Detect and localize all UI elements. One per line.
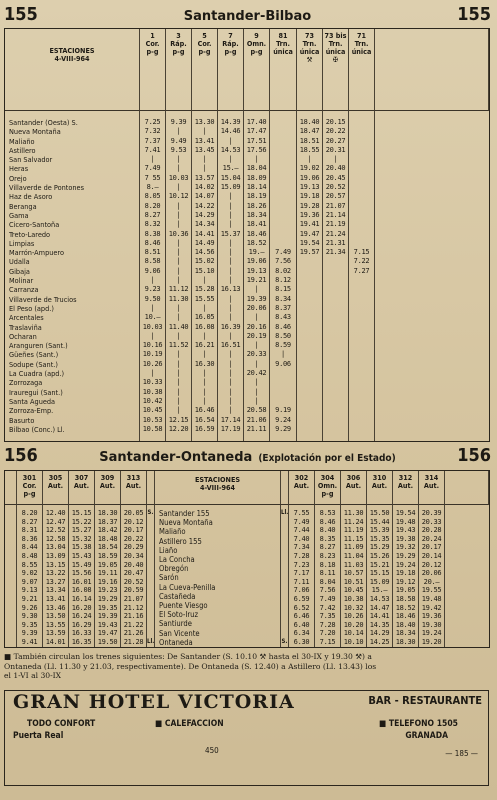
time-column: 20.15 20.22 20.27 20.31 | 20.40 20.45 20.52 20.57 21.07 21.14 21.19 21.24 21.31 21.34 — [323, 111, 349, 441]
column-header: 5 Cor. p-g — [192, 29, 218, 111]
bar-restaurante: BAR - RESTAURANTE — [368, 694, 482, 707]
column-header: 7 Ráp. p-g — [218, 29, 244, 111]
footnote-line: Ontaneda (Ll. 11.30 y 21.03, respectivamente). De Ontaneda (S. 12.40) a Astillero (Ll. 13.43) los — [4, 661, 377, 671]
arrival-departure-marks: Ll. S. — [281, 505, 289, 647]
time-column: 8.53 8.46 8.40 8.35 8.27 8.23 8.18 8.11 8.04 7.56 7.49 7.42 7.35 7.28 7.20 7.15 — [315, 505, 341, 647]
footnote-line: el 1-VI al 30-IX — [4, 671, 62, 680]
ad-phone: ■ TELEFONO 1505 — [379, 719, 458, 729]
column-header: 305 Aut. — [43, 471, 69, 505]
timetable-santander-ontaneda — [4, 470, 490, 648]
column-header-blank — [5, 471, 17, 505]
ad-feature: ■ CALEFACCION — [155, 719, 224, 729]
column-header: 3 Ráp. p-g — [166, 29, 192, 111]
column-header: 73 Trn. única ⚒ — [297, 29, 323, 111]
column-header: 306 Aut. — [341, 471, 367, 505]
column-header-blank — [281, 471, 289, 505]
section-subtitle: (Explotación por el Estado) — [258, 453, 396, 464]
time-column: 8.20 8.27 8.31 8.36 8.44 8.48 8.55 9.02 9.07 9.13 9.21 9.26 9.30 9.35 9.39 9.41 — [17, 505, 43, 647]
column-header: 307 Aut. — [69, 471, 95, 505]
hotel-name: GRAN HOTEL VICTORIA — [13, 691, 295, 713]
blank-column — [375, 111, 489, 441]
time-column: 17.40 17.47 17.51 17.56 | 18.04 18.09 18.14 18.19 18.26 18.34 18.41 18.46 18.52 19.— 19.06 19.13 19.21 | 19.39 20.06 | 20.16 20.19 | 20.33 | 20.42 | | | 20.58 21.06 21.11 — [244, 111, 270, 441]
page-number-right: 155 — [457, 4, 491, 25]
page-number-left: 155 — [4, 4, 38, 25]
time-column: 7.15 7.22 7.27 — [349, 111, 375, 441]
column-header: 73 bis Trn. única ✠ — [323, 29, 349, 111]
arrival-departure-marks: S. Ll. — [147, 505, 155, 647]
time-column: 13.30 | 13.41 13.45 | | 13.57 14.02 14.07 14.22 14.29 14.34 14.41 14.49 14.56 15.02 15.10 | 15.28 15.55 | 16.05 16.08 | 16.21 | 16.30 | | | | 16.46 16.54 16.59 — [192, 111, 218, 441]
timetable-santander-bilbao — [4, 28, 490, 442]
ad-feature: TODO CONFORT — [27, 719, 96, 729]
station-list: Santander 155 Nueva Montaña Maliaño Astillero 155 Liaño La Concha Obregón Sarón La Cueva-Penilla Castañeda Puente Viesgo El Soto-Iruz Santiurde San Vicente Ontaneda — [155, 505, 281, 647]
column-header: 71 Trn. única — [349, 29, 375, 111]
section-title: Santander-Bilbao — [183, 9, 312, 24]
time-column: 12.40 12.47 12.52 12.58 13.04 13.09 13.15 13.22 13.27 13.34 13.41 13.46 13.50 13.55 13.59 14.01 — [43, 505, 69, 647]
column-header-blank — [147, 471, 155, 505]
time-column: 7.49 7.56 8.02 8.12 8.15 8.34 8.37 8.43 8.46 8.50 8.59 | 9.06 9.19 9.24 9.29 — [270, 111, 297, 441]
column-header: 312 Aut. — [393, 471, 419, 505]
time-column: 11.30 11.24 11.19 11.15 11.09 11.04 11.03 10.57 10.51 10.45 10.38 10.32 10.26 10.20 10.14 10.10 — [341, 505, 367, 647]
column-header: 313 Aut. — [121, 471, 147, 505]
time-column: 20.05 20.12 20.17 20.22 20.29 20.34 20.40 20.47 20.52 20.59 21.07 21.12 21.16 21.22 21.26 21.28 — [121, 505, 147, 647]
column-header: 81 Trn. única — [270, 29, 297, 111]
page-number-left: 156 — [4, 445, 38, 466]
section-header-155 — [4, 6, 491, 24]
station-header: ESTACIONES 4-VIII-964 — [5, 29, 140, 111]
ad-city: GRANADA — [405, 731, 448, 741]
column-header: 1 Cor. p-g — [140, 29, 166, 111]
station-list: Santander (Oesta) S. Nueva Montaña Maliaño Astillero San Salvador Heras Orejo Villaverde de Pontones Haz de Asoro Beranga Gama Cicero-Santoña Treto-Laredo Limpias Marrón-Ampuero Udalla Gibaja Molinar Carranza Villaverde de Trucios El Peso (apd.) Arcentales Traslaviña Ocharan Aranguren (Sant.) Güeñes (Sant.) Sodupe (Sant.) La Cuadra (apd.) Zorrozaga Irauregui (Sant.) Santa Agueda Zorroza-Emp. Basurto Bilbao (Conc.) Ll. — [5, 111, 140, 441]
time-column: 7.25 7.32 7.37 7.41 | 7.49 7 55 8.— 8.05 8.20 8.27 8.32 8.38 8.46 8.51 8.58 9.06 | 9.23 9.50 | 10.— 10.03 | 10.16 10.19 10.26 | 10.33 10.38 10.42 10.45 10.53 10.58 — [140, 111, 166, 441]
page-number: — 185 — — [445, 749, 478, 758]
time-column: 9.39 | 9.49 9.53 | | 10.03 | 10.12 | | | 10.36 | | | | | 11.12 11.30 | | 11.40 | 11.52 | | | | | | | 12.15 12.20 — [166, 111, 192, 441]
hotel-advertisement — [4, 690, 489, 786]
time-column: 7.55 7.49 7.44 7.40 7.34 7.28 7.23 7.17 7.11 7.06 6.59 6.52 6.46 6.40 6.34 6.30 — [289, 505, 315, 647]
column-header: 304 Omn. p-g — [315, 471, 341, 505]
time-column: 14.39 14.46 | 14.53 | 15.— 15.04 15.09 | | | | 15.37 | | | | | 16.13 | | | 16.39 | 16.51 | | | | | | | 17.14 17.19 — [218, 111, 244, 441]
footnote-line: ■ También circulan los trenes siguientes: De Santander (S. 10.10 ⚒ hasta el 30-IX y 19.30 ⚒) a — [4, 652, 372, 661]
ad-address: Puerta Real — [13, 731, 64, 741]
time-column: 18.40 18.47 18.51 18.55 | 19.02 19.06 19.13 19.18 19.28 19.36 19.41 19.47 19.54 19.57 — [297, 111, 323, 441]
column-header: 314 Aut. — [419, 471, 445, 505]
time-column: 20.39 20.33 20.28 20.24 20.17 20.14 20.12 20.06 20.— 19.55 19.48 19.42 19.36 19.30 19.24 19.20 — [419, 505, 445, 647]
time-column: 18.30 18.37 18.42 18.48 18.54 18.59 19.05 19.11 19.16 19.23 19.29 19.35 19.39 19.43 19.47 19.50 — [95, 505, 121, 647]
column-header-blank — [445, 471, 489, 505]
column-header-blank — [375, 29, 489, 111]
blank-column — [445, 505, 489, 647]
section-header-156 — [4, 446, 491, 464]
time-column: 15.50 15.44 15.39 15.35 15.29 15.26 15.21 15.15 15.09 15.— 14.53 14.47 14.41 14.35 14.29 14.25 — [367, 505, 393, 647]
section-title: Santander-Ontaneda — [99, 450, 253, 465]
column-header: 310 Aut. — [367, 471, 393, 505]
station-header: ESTACIONES 4-VIII-964 — [155, 471, 281, 505]
time-column: 15.15 15.22 15.27 15.32 15.38 15.43 15.49 15.56 16.01 16.08 16.14 16.20 16.24 16.29 16.33 16.35 — [69, 505, 95, 647]
blank-column — [5, 505, 17, 647]
column-header: 301 Cor. p-g — [17, 471, 43, 505]
column-header: 9 Omn. p-g — [244, 29, 270, 111]
page-number: 450 — [205, 746, 219, 755]
footnotes — [4, 652, 489, 681]
time-column: 19.54 19.48 19.43 19.38 19.32 19.29 19.24 19.18 19.12 19.05 18.58 18.52 18.46 18.40 18.34 18.30 — [393, 505, 419, 647]
column-header: 309 Aut. — [95, 471, 121, 505]
column-header: 302 Aut. — [289, 471, 315, 505]
page-number-right: 156 — [457, 445, 491, 466]
